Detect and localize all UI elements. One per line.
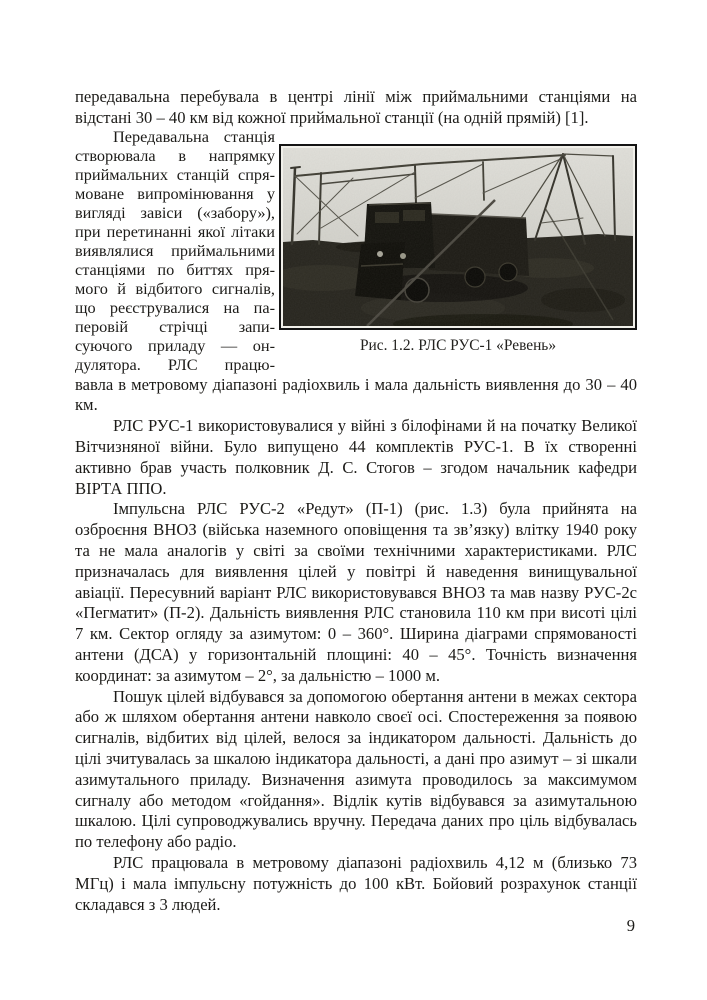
body-paragraph: РЛС РУС-1 використовувалися у війні з білофінами й на початку Великої Вітчизняної війни. Було випущено 44 комплектів РУС-1. В їх створенні активно брав участь полковник Д. С. Стогов – згодом начальник кафедри ВІРТА ППО. xyxy=(75,416,637,498)
text-block xyxy=(75,86,637,915)
column-line: вигляді завіси («забору»), xyxy=(75,204,275,223)
column-line: мого й відбитого сигналів, xyxy=(75,279,275,298)
body-paragraph: РЛС працювала в метровому діапазоні радіохвиль 4,12 м (близько 73 МГц) і мала імпульсну потужність до 100 кВт. Бойовий розрахунок станції складався з 3 людей. xyxy=(75,852,637,914)
text-image-row xyxy=(75,128,637,374)
column-line: дулятора. РЛС працю- xyxy=(75,355,275,374)
column-line: при перетинанні якої літаки xyxy=(75,223,275,242)
column-line: Передавальна станція xyxy=(113,128,275,147)
figure-caption: Рис. 1.2. РЛС РУС-1 «Ревень» xyxy=(359,337,557,355)
column-line: що реєструвалися на па- xyxy=(75,298,275,317)
column-line: суючого приладу — он- xyxy=(75,336,275,355)
radar-photo-figure xyxy=(279,144,637,355)
photo-grain-overlay xyxy=(283,148,633,326)
column-continuation: вавла в метровому діапазоні радіохвиль і мала дальність виявлення до 30 – 40 км. xyxy=(75,374,637,415)
narrow-column xyxy=(75,128,275,374)
body-paragraph: Імпульсна РЛС РУС-2 «Редут» (П-1) (рис. 1.3) була прийнята на озброєння ВНОЗ (війська наземного оповіщення та зв’язку) влітку 1940 року та не мала аналогів у світі за своїми технічними характеристиками. РЛС призначалась для виявлення цілей у повітрі й наведення винищувальної авіації. Пересувний варіант РЛС використовувався ВНОЗ та мав назву РУС-2с «Пегматит» (П-2). Дальність виявлення РЛС становила 110 км при висоті цілі 7 км. Сектор огляду за азимутом: 0 – 360°. Ширина діаграми спрямованості антени (ДСА) у горизонтальній площині: 40 – 45°. Точність визначення координат: за азимутом – 2°, за дальністю – 1000 м. xyxy=(75,499,637,685)
radar-station-photo xyxy=(283,148,633,326)
radar-photo-frame xyxy=(279,144,637,330)
column-line: перовій стрічці запи- xyxy=(75,317,275,336)
page-number: 9 xyxy=(626,916,635,935)
column-line: моване випромінювання у xyxy=(75,185,275,204)
intro-paragraph: передавальна перебувала в центрі лінії між приймальними станціями на відстані 30 – 40 км від кожної приймальної станції (на одній прямій) [1]. xyxy=(75,87,637,128)
column-line: створювала в напрямку xyxy=(75,147,275,166)
column-line: приймальних станцій спря- xyxy=(75,166,275,185)
column-line: виявлялися приймальними xyxy=(75,242,275,261)
column-line: станціями по биттях пря- xyxy=(75,260,275,279)
body-paragraph: Пошук цілей відбувався за допомогою обертання антени в межах сектора або ж шляхом обертання антени навколо своєї осі. Спостереження за появою сигналів, відбитих від цілей, велося за індикатором дальності. Дальність до цілі зчитувалась за шкалою індикатора дальності, а дані про азимут – зі шкали азимутального приладу. Визначення азимута проводилось за максимумом сигналу або методом «гойдання». Відлік кутів відбувався за азимутальною шкалою. Цілі супроводжувались вручну. Передача даних про ціль відбувалась по телефону або радіо. xyxy=(75,686,637,852)
